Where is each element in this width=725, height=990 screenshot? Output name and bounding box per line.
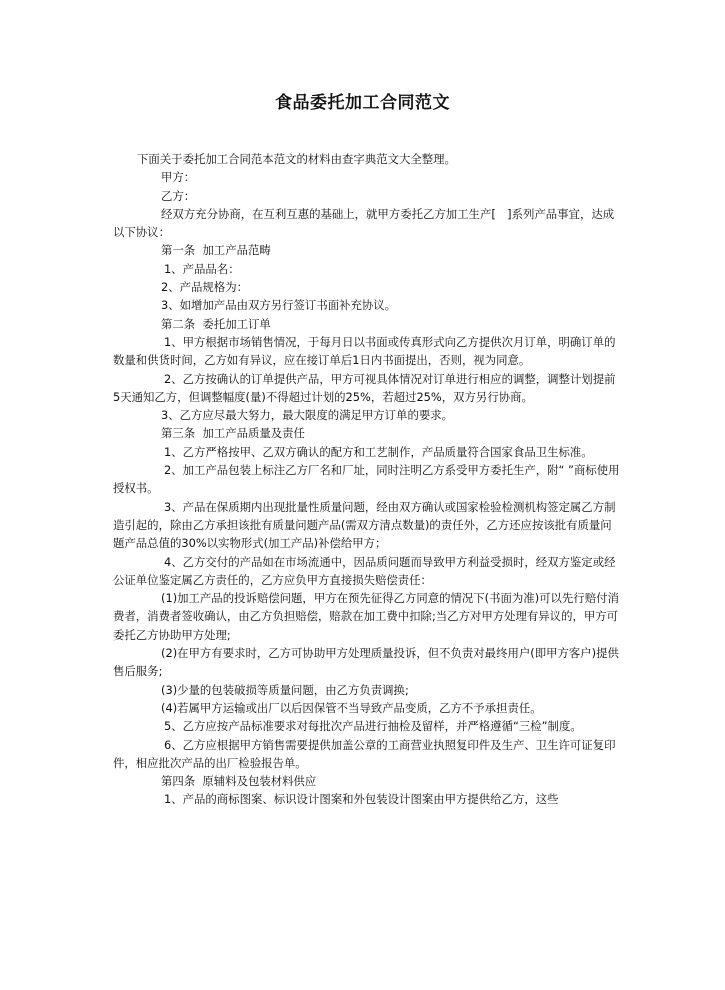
document-paragraph: 经双方充分协商，在互利互惠的基础上，就甲方委托乙方加工生产[ ]系列产品事宜，达成以下协议：: [113, 206, 615, 240]
document-paragraph: (4)若属甲方运输或出厂以后因保管不当导致产品变质，乙方不予承担责任。: [161, 700, 542, 715]
document-paragraph: 3、如增加产品由双方另行签订书面补充协议。: [161, 298, 397, 313]
document-paragraph: 1、甲方根据市场销售情况，于每月日以书面或传真形式向乙方提供次月订单，明确订单的数量和供货时间，乙方如有异议，应在接订单后1日内书面提出，否则，视为同意。: [113, 334, 616, 368]
document-body: [113, 150, 621, 809]
document-paragraph: 乙方：: [161, 188, 196, 203]
document-paragraph: (3)少量的包装破损等质量问题，由乙方负责调换;: [161, 682, 409, 697]
document-paragraph: 3、产品在保质期内出现批量性质量问题，经由双方确认或国家检验检测机构签定属乙方制造引起的，除由乙方承担该批有质量问题产品(需双方清点数量)的责任外，乙方还应按该批有质量问题产品总值的30%以实物形式(加工产品)补偿给甲方；: [113, 499, 616, 551]
document-paragraph: 3、乙方应尽最大努力，最大限度的满足甲方订单的要求。: [161, 408, 454, 423]
document-paragraph: 第二条 委托加工订单: [161, 316, 271, 331]
document-paragraph: 下面关于委托加工合同范本范文的材料由查字典范文大全整理。: [137, 152, 456, 166]
document-paragraph: 5、乙方应按产品标准要求对每批次产品进行抽检及留样，并严格遵循“三检”制度。: [164, 719, 582, 734]
document-paragraph: 6、乙方应根据甲方销售需要提供加盖公章的工商营业执照复印件及生产、卫生许可证复印件，相应批次产品的出厂检验报告单。: [113, 737, 616, 770]
document-paragraph: 2、加工产品包装上标注乙方厂名和厂址，同时注明乙方系受甲方委托生产，附“ ”商标使用授权书。: [113, 463, 620, 496]
document-paragraph: 第三条 加工产品质量及责任: [161, 426, 305, 441]
document-paragraph: 4、乙方交付的产品如在市场流通中，因品质问题而导致甲方利益受损时，经双方鉴定或经公证单位鉴定属乙方责任的，乙方应负甲方直接损失赔偿责任：: [113, 554, 616, 587]
document-paragraph: 2、乙方按确认的订单提供产品，甲方可视具体情况对订单进行相应的调整，调整计划提前5天通知乙方，但调整幅度(量)不得超过计划的25%，若超过25%，双方另行协商。: [113, 371, 616, 404]
document-title: 食品委托加工合同范文: [275, 93, 450, 113]
document-paragraph: (1)加工产品的投诉赔偿问题，甲方在预先征得乙方同意的情况下(书面为准)可以先行赔付消费者，消费者签收确认，由乙方负担赔偿，赔款在加工费中扣除;当乙方对甲方处理有异议的，甲方可委托乙方协助甲方处理;: [113, 591, 619, 642]
document-paragraph: 1、产品品名：: [164, 261, 240, 276]
document-paragraph: 2、产品规格为：: [161, 280, 248, 295]
document-paragraph: 第一条 加工产品范畴: [161, 243, 271, 258]
document-paragraph: 1、乙方严格按甲、乙双方确认的配方和工艺制作，产品质量符合国家食品卫生标准。: [164, 444, 593, 459]
document-paragraph: (2)在甲方有要求时，乙方可协助甲方处理质量投诉，但不负责对最终用户(即甲方客户)提供售后服务;: [113, 646, 619, 679]
document-paragraph: 1、产品的商标图案、标识设计图案和外包装设计图案由甲方提供给乙方，这些: [164, 792, 559, 807]
document-paragraph: 第四条 原辅料及包装材料供应: [161, 774, 317, 789]
document-paragraph: 甲方：: [161, 170, 196, 185]
